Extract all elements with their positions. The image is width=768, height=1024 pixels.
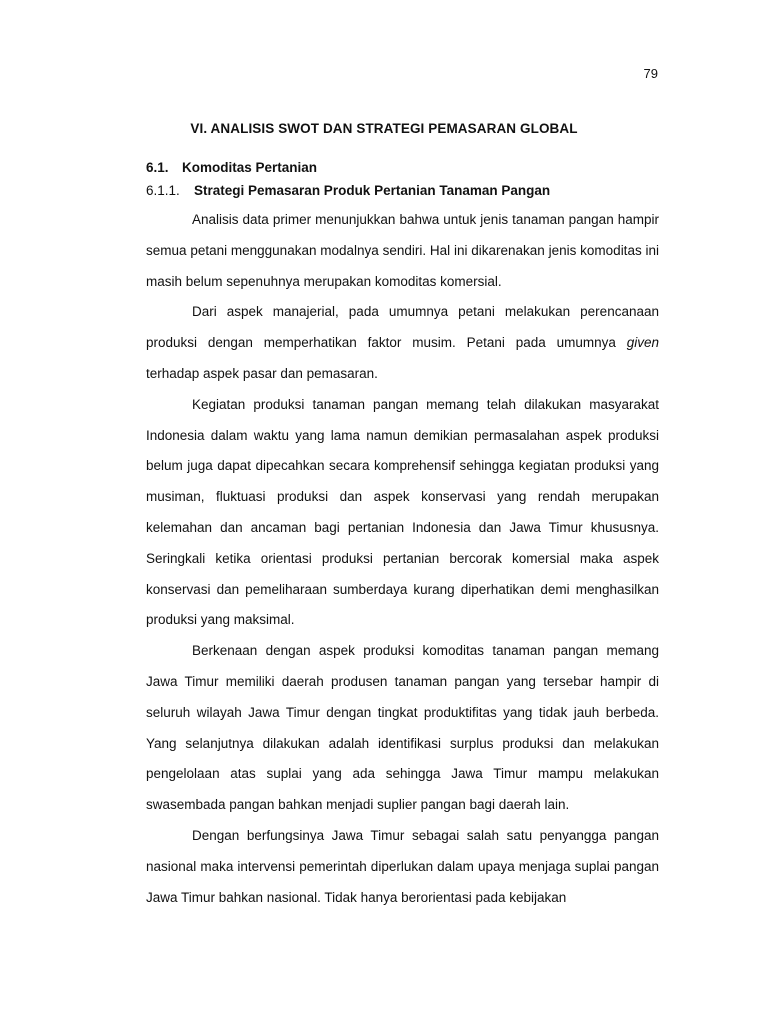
body-text	[146, 205, 659, 913]
paragraph-3: Kegiatan produksi tanaman pangan memang telah dilakukan masyarakat Indonesia dalam waktu yang lama namun demikian permasalahan aspek produksi belum juga dapat dipecahkan secara komprehensif sehingga kegiatan produksi yang musiman, fluktuasi produksi dan aspek konservasi yang rendah merupakan kelemahan dan ancaman bagi pertanian Indonesia dan Jawa Timur khususnya. Seringkali ketika orientasi produksi pertanian bercorak komersial maka aspek konservasi dan pemeliharaan sumberdaya kurang diperhatikan demi menghasilkan produksi yang maksimal.	[146, 396, 659, 628]
page-number: 79	[643, 66, 658, 81]
paragraph-5: Dengan berfungsinya Jawa Timur sebagai salah satu penyangga pangan nasional maka intervensi pemerintah diperlukan dalam upaya menjaga suplai pangan Jawa Timur bahkan nasional. Tidak hanya berorientasi pada kebijakan	[146, 827, 659, 905]
subsection-number: 6.1.1.	[146, 183, 180, 198]
chapter-title: VI. ANALISIS SWOT DAN STRATEGI PEMASARAN GLOBAL	[190, 121, 578, 136]
paragraph-2-italic-term: given	[626, 335, 659, 351]
paragraph-2-text-b: terhadap aspek pasar dan pemasaran.	[146, 365, 378, 381]
paragraph-1: Analisis data primer menunjukkan bahwa untuk jenis tanaman pangan hampir semua petani menggunakan modalnya sendiri. Hal ini dikarenakan jenis komoditas ini masih belum sepenuhnya merupakan komoditas komersial.	[146, 212, 659, 289]
paragraph-2-text-a: Dari aspek manajerial, pada umumnya petani melakukan perencanaan produksi dengan memperhatikan faktor musim. Petani pada umumnya	[146, 304, 659, 351]
section-number: 6.1.	[146, 160, 169, 175]
section-title: Komoditas Pertanian	[182, 160, 318, 175]
paragraph-2	[146, 297, 659, 389]
subsection-title: Strategi Pemasaran Produk Pertanian Tanaman Pangan	[194, 183, 551, 198]
subsection-heading	[146, 183, 550, 198]
paragraph-4: Berkenaan dengan aspek produksi komoditas tanaman pangan memang Jawa Timur memiliki daerah produsen tanaman pangan yang tersebar hampir di seluruh wilayah Jawa Timur dengan tingkat produktifitas yang tidak jauh berbeda. Yang selanjutnya dilakukan adalah identifikasi surplus produksi dan melakukan pengelolaan atas suplai yang ada sehingga Jawa Timur mampu melakukan swasembada pangan bahkan menjadi suplier pangan bagi daerah lain.	[146, 643, 659, 813]
section-heading	[146, 160, 317, 175]
